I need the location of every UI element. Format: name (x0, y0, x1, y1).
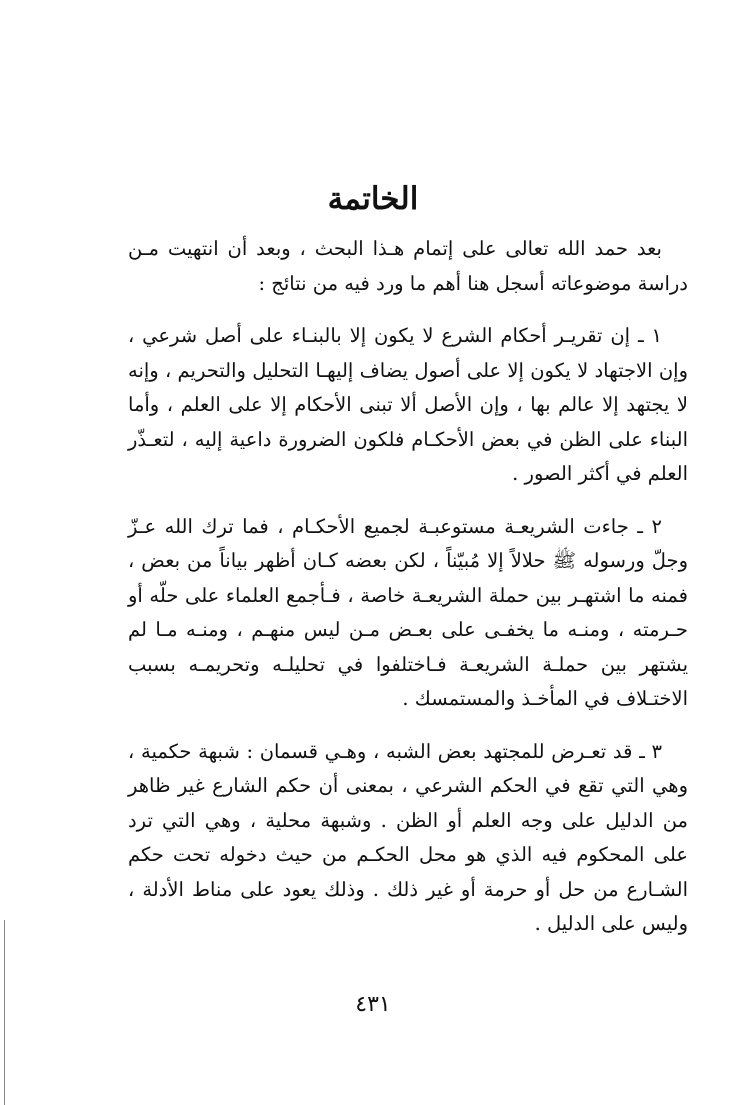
page-number: ٤٣١ (355, 992, 391, 1017)
page-title: الخاتمة (327, 180, 419, 217)
intro-paragraph: بعد حمد الله تعالى على إتمام هـذا البحث ، وبعد أن انتهيت مـن دراسة موضوعاته أسجل هنا أهم ما ورد فيه من نتائج : (128, 237, 688, 295)
conclusion-point-1: ١ ـ إن تقريـر أحكام الشرع لا يكون إلا بالبنـاء على أصل شرعي ، وإن الاجتهاد لا يكون إلا على أصول يضاف إليهـا التحليل والتحريم ، وإنه لا يجتهد إلا عالم بها ، وإن الأصل ألا تبنى الأحكام إلا على العلم ، وأما البناء على الظن في بعض الأحكـام فلكون الضرورة داعية إليه ، لتعـذّر العلم في أكثر الصور . (128, 324, 688, 485)
margin-line (4, 920, 5, 1105)
conclusion-point-3: ٣ ـ قد تعـرض للمجتهد بعض الشبه ، وهـي قسمان : شبهة حكمية ، وهي التي تقع في الحكم الشرعي ، بمعنى أن حكم الشارع غير ظاهر من الدليل على وجه العلم أو الظن . وشبهة محلية ، وهي التي ترد على المحكوم فيه الذي هو محل الحكـم من حيث دخوله تحت حكم الشـارع من حل أو حرمة أو غير ذلك . وذلك يعود على مناط الأدلة ، وليس على الدليل . (128, 739, 688, 935)
conclusion-point-2: ٢ ـ جاءت الشريعـة مستوعبـة لجميع الأحكـام ، فما ترك الله عـزّ وجلّ ورسوله ﷺ حلالاً إلا مُبيّناً ، لكن بعضه كـان أظهر بياناً من بعض ، فمنه ما اشتهـر بين حملة الشريعـة خاصة ، فـأجمع العلماء على حلّه أو حـرمته ، ومنـه ما يخفـى على بعـض مـن ليس منهـم ، ومنـه مـا لم يشتهر بين حملـة الشريعـة فـاختلفوا في تحليلـه وتحريمـه بسبب الاختـلاف في المأخـذ والمستمسك . (128, 514, 688, 710)
body-text (128, 232, 688, 960)
